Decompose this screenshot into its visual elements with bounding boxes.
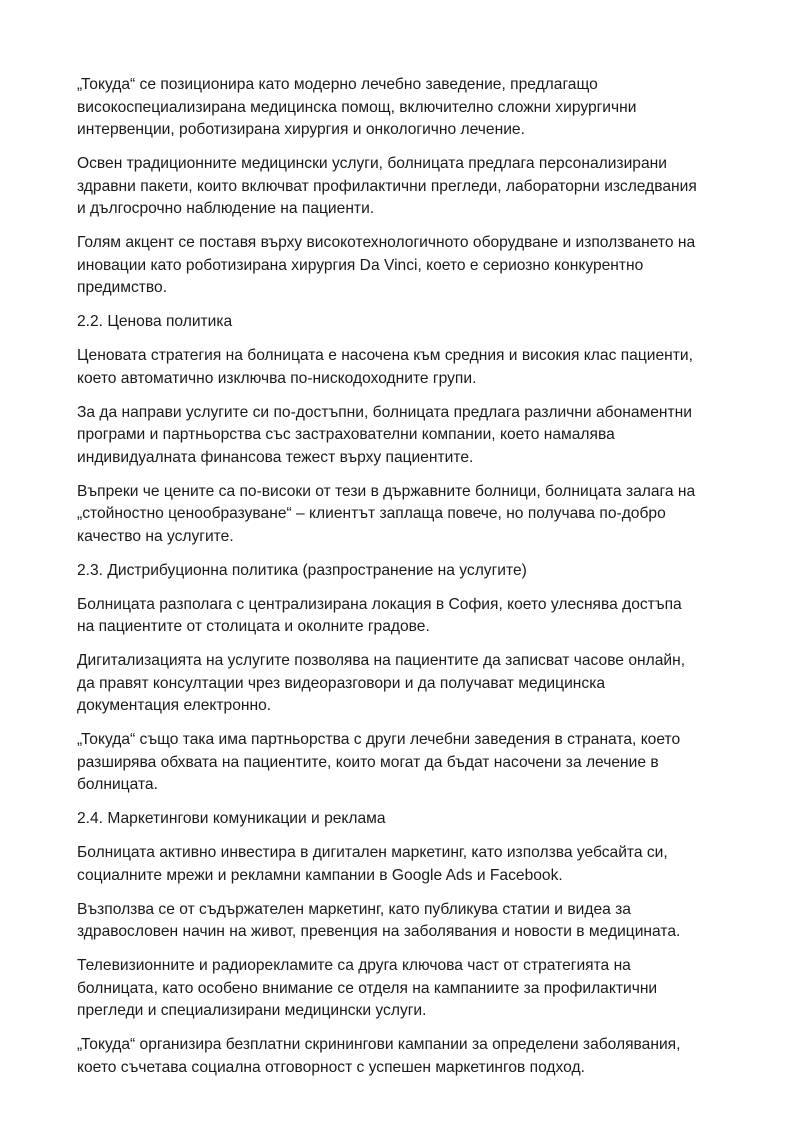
paragraph-content-marketing: Възползва се от съдържателен маркетинг, като публикува статии и видеа за здравословен начин на живот, превенция на заболявания и новости в медицината. bbox=[77, 900, 681, 941]
paragraph-health-packages: Освен традиционните медицински услуги, болницата предлага персонализирани здравни пакети, които включват профилактични прегледи, лабораторни изследвания и дългосрочно наблюдение на пациенти. bbox=[77, 155, 697, 218]
paragraph-positioning: „Токуда“ се позиционира като модерно лечебно заведение, предлагащо високоспециализирана медицинска помощ, включително сложни хирургични интервенции, роботизирана хирургия и онкологично лечение. bbox=[77, 76, 637, 139]
paragraph-screening-campaigns: „Токуда“ организира безплатни скринингови кампании за определени заболявания, което съчетава социална отговорност с успешен маркетингов подход. bbox=[77, 1036, 681, 1076]
section-heading-marketing: 2.4. Маркетингови комуникации и реклама bbox=[77, 810, 386, 828]
section-heading-distribution: 2.3. Дистрибуционна политика (разпространение на услугите) bbox=[77, 561, 527, 579]
paragraph-location: Болницата разполага с централизирана локация в София, което улеснява достъпа на пациентите от столицата и околните градове. bbox=[77, 595, 682, 636]
paragraph-digitalization: Дигитализацията на услугите позволява на пациентите да записват часове онлайн, да правят консултации чрез видеоразговори и да получават медицинска документация електронно. bbox=[77, 652, 686, 715]
section-heading-pricing: 2.2. Ценова политика bbox=[77, 313, 233, 331]
paragraph-pricing-strategy: Ценовата стратегия на болницата е насочена към средния и високия клас пациенти, което автоматично изключва по-нискодоходните групи. bbox=[77, 347, 693, 387]
paragraph-partnerships: „Токуда“ също така има партньорства с други лечебни заведения в страната, което разширява обхвата на пациентите, които могат да бъдат насочени за лечение в болницата. bbox=[77, 731, 681, 794]
paragraph-tv-radio: Телевизионните и радиорекламите са друга ключова част от стратегията на болницата, като особено внимание се отделя на кампаниите за профилактични прегледи и специализирани медицински услуги. bbox=[77, 957, 658, 1020]
paragraph-technology: Голям акцент се поставя върху високотехнологичното оборудване и използването на иновации като роботизирана хирургия Da Vinci, което е сериозно конкурентно предимство. bbox=[77, 234, 696, 297]
paragraph-subscription-programs: За да направи услугите си по-достъпни, болницата предлага различни абонаментни програми и партньорства със застрахователни компании, което намалява индивидуалната финансова тежест върху пациентите. bbox=[77, 403, 692, 466]
paragraph-value-pricing: Въпреки че цените са по-високи от тези в държавните болници, болницата залага на „стойностно ценообразуване“ – клиентът заплаща повече, но получава по-добро качество на услугите. bbox=[77, 482, 696, 545]
document-page bbox=[77, 74, 727, 1091]
paragraph-digital-marketing: Болницата активно инвестира в дигитален маркетинг, като използва уебсайта си, социалните мрежи и рекламни кампании в Google Ads и Facebook. bbox=[77, 844, 668, 884]
